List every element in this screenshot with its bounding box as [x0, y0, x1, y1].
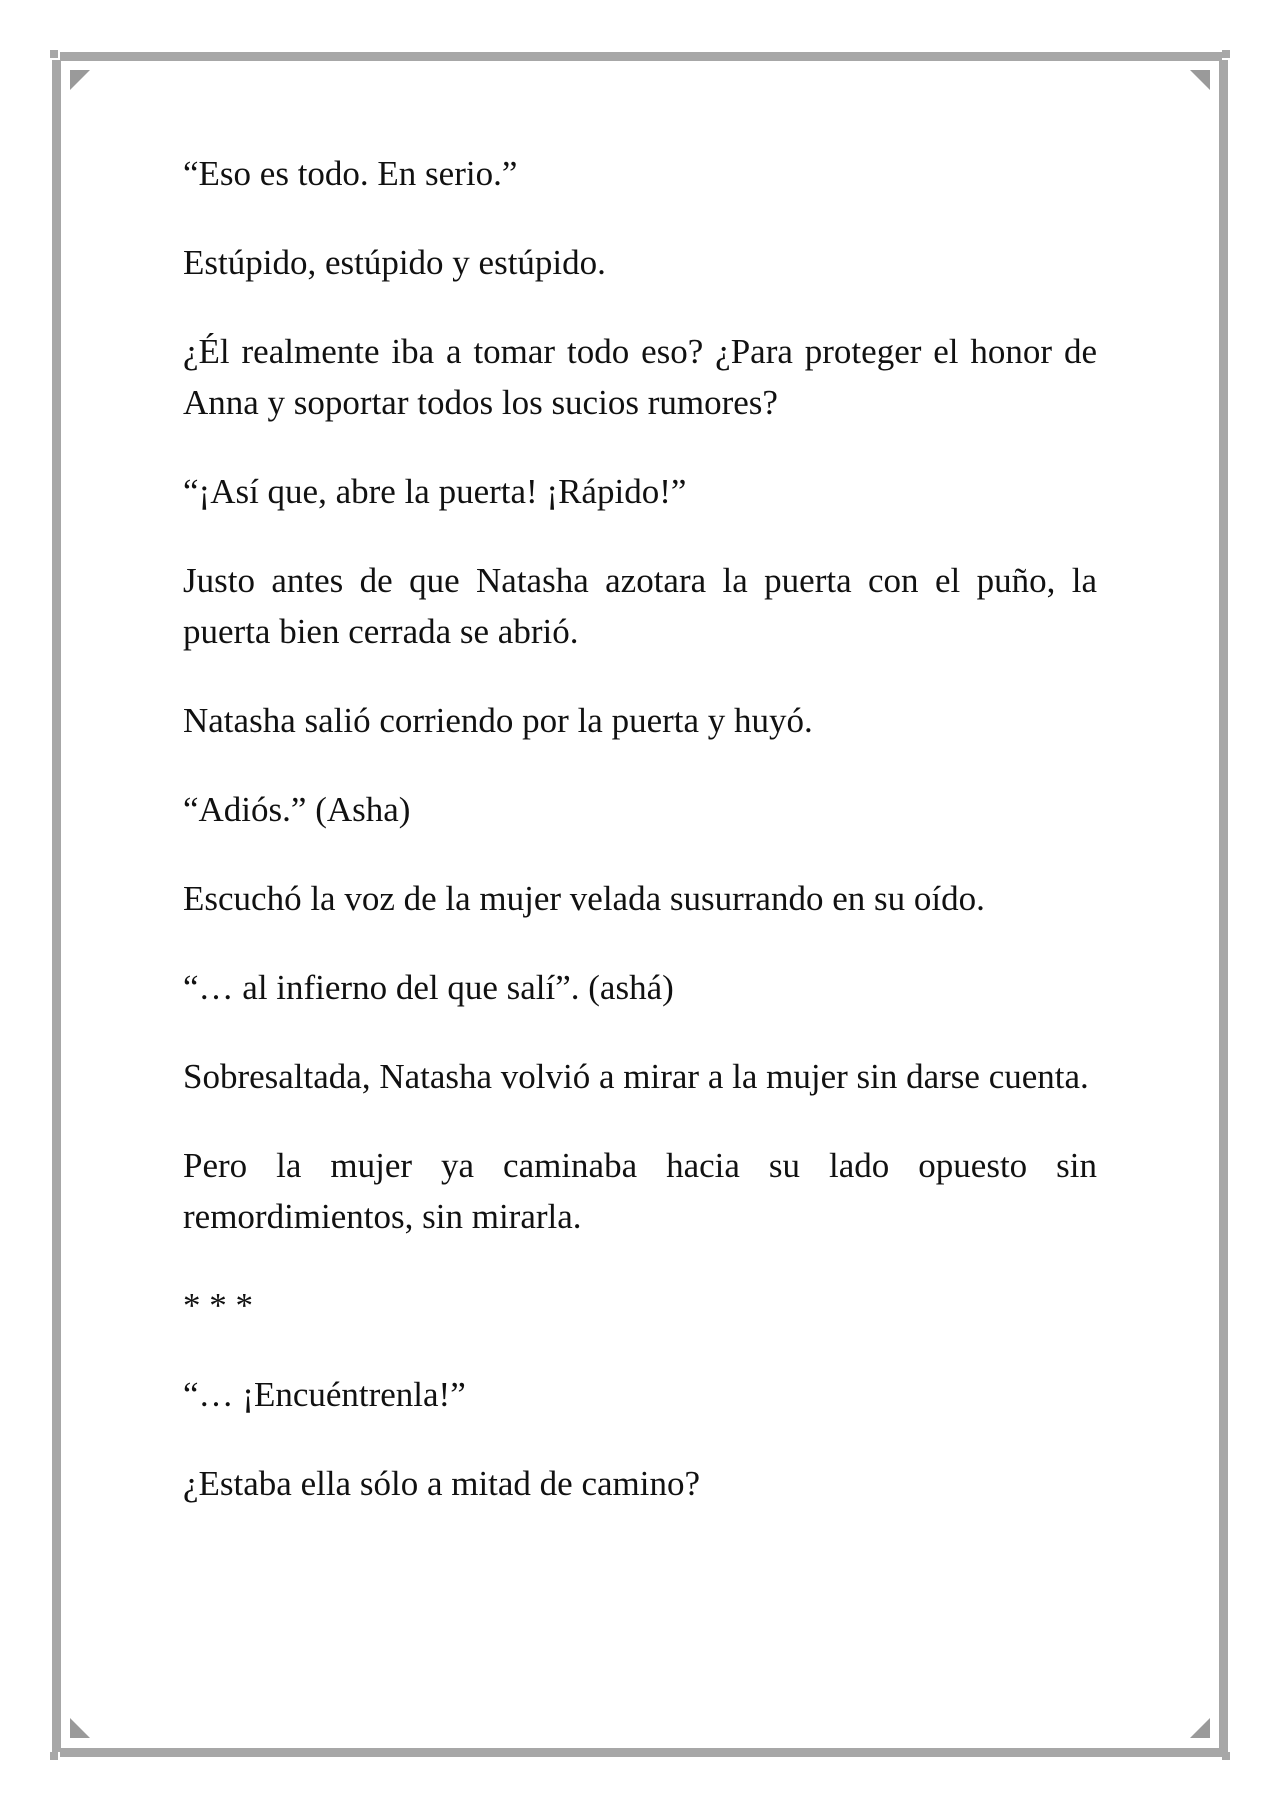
paragraph: ¿Él realmente iba a tomar todo eso? ¿Para proteger el honor de Anna y soportar todos los sucios rumores?	[183, 332, 1097, 422]
paragraph: Pero la mujer ya caminaba hacia su lado opuesto sin remordimientos, sin mirarla.	[183, 1146, 1097, 1236]
paragraph: “Adiós.” (Asha)	[183, 790, 411, 829]
paragraph: “… al infierno del que salí”. (ashá)	[183, 968, 674, 1007]
frame-corner-triangle-ornament	[1190, 1718, 1210, 1738]
frame-border-bottom	[60, 1748, 1222, 1757]
paragraph: Escuchó la voz de la mujer velada susurrando en su oído.	[183, 879, 985, 918]
paragraph: “… ¡Encuéntrenla!”	[183, 1375, 466, 1414]
frame-border-left	[52, 60, 61, 1752]
page-body	[183, 148, 1097, 1547]
frame-corner-square	[1222, 50, 1230, 58]
frame-corner-square	[1222, 1752, 1230, 1760]
frame-corner-triangle-ornament	[70, 70, 90, 90]
scene-break: * * *	[183, 1286, 253, 1325]
paragraph: Natasha salió corriendo por la puerta y huyó.	[183, 701, 813, 740]
paragraph: “Eso es todo. En serio.”	[183, 154, 518, 193]
frame-border-right	[1219, 60, 1228, 1752]
frame-corner-square	[50, 1752, 58, 1760]
paragraph: Estúpido, estúpido y estúpido.	[183, 243, 606, 282]
frame-corner-square	[50, 50, 58, 58]
frame-corner-triangle-ornament	[70, 1718, 90, 1738]
paragraph: “¡Así que, abre la puerta! ¡Rápido!”	[183, 472, 687, 511]
frame-border-top	[60, 52, 1222, 61]
paragraph: ¿Estaba ella sólo a mitad de camino?	[183, 1464, 701, 1503]
frame-corner-triangle-ornament	[1190, 70, 1210, 90]
paragraph: Justo antes de que Natasha azotara la puerta con el puño, la puerta bien cerrada se abrió.	[183, 561, 1097, 651]
paragraph: Sobresaltada, Natasha volvió a mirar a la mujer sin darse cuenta.	[183, 1057, 1089, 1096]
